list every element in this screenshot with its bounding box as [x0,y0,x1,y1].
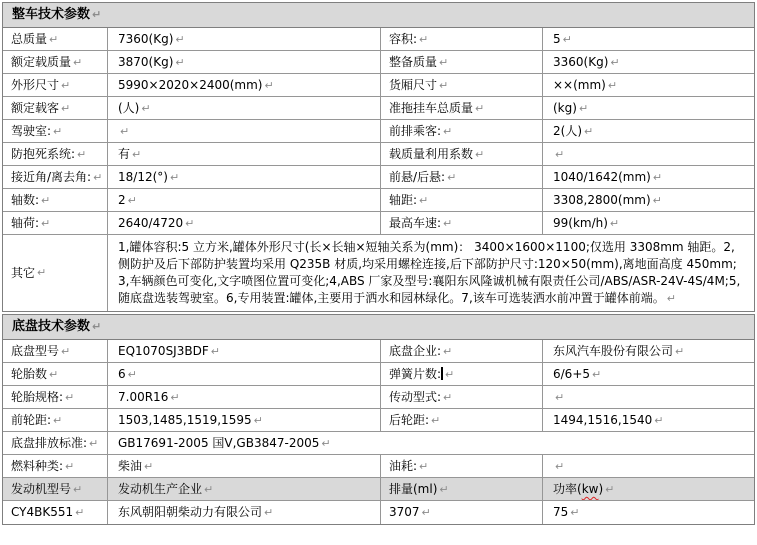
engine-value-row [3,501,754,524]
paragraph-mark: ↵ [445,368,455,381]
engine-maker-header-cell [108,478,381,501]
label-cell [381,386,543,409]
label-cell [3,28,108,51]
section-title-vehicle [3,3,754,28]
paragraph-mark: ↵ [37,266,47,279]
value-text: EQ1070SJ3BDF [118,344,209,358]
label-text: 接近角/离去角: [11,170,92,184]
label-text: 驾驶室: [11,124,52,138]
paragraph-mark: ↵ [652,194,662,207]
paragraph-mark: ↵ [447,171,457,184]
engine-model-header-cell [3,478,108,501]
emission-value-cell [108,432,754,455]
label-text: 底盘企业: [389,344,442,358]
label-cell [3,235,108,311]
label-cell [3,51,108,74]
spec-row [3,143,754,166]
label-cell [3,74,108,97]
value-cell [108,51,381,74]
fuel-row [3,455,754,478]
paragraph-mark: ↵ [253,414,263,427]
paragraph-mark: ↵ [61,79,71,92]
value-text: 2(人) [553,124,582,138]
value-text: 18/12(°) [118,170,168,184]
paragraph-mark: ↵ [610,56,620,69]
value-cell [543,340,754,363]
value-text: 5 [553,32,561,46]
label-cell [381,212,543,235]
value-text: ××(mm) [553,78,606,92]
spec-row [3,97,754,120]
paragraph-mark: ↵ [204,483,214,496]
value-text: (人) [118,101,140,115]
label-text: 底盘型号 [11,344,60,358]
label-cell [381,120,543,143]
label-text: 准拖挂车总质量 [389,101,474,115]
paragraph-mark: ↵ [555,460,565,473]
value-cell [543,143,754,166]
header-text: 发动机型号 [11,482,72,496]
emission-row [3,432,754,455]
value-cell [543,120,754,143]
paragraph-mark: ↵ [605,483,615,496]
value-text: 5990×2020×2400(mm) [118,78,263,92]
text-cursor [441,367,443,380]
paragraph-mark: ↵ [555,391,565,404]
label-text: 载质量利用系数 [389,147,474,161]
label-text: 轴数: [11,193,40,207]
value-cell [543,363,754,386]
value-text: 6 [118,367,126,381]
spellcheck-word: kw [581,482,599,496]
label-text: 轮胎规格: [11,390,64,404]
paragraph-mark: ↵ [654,414,664,427]
paragraph-mark: ↵ [41,194,51,207]
header-text: 发动机生产企业 [118,482,203,496]
paragraph-mark: ↵ [475,102,485,115]
paragraph-mark: ↵ [73,483,83,496]
paragraph-mark: ↵ [127,194,137,207]
header-text: 排量(ml) [389,482,438,496]
label-cell [3,97,108,120]
paragraph-mark: ↵ [120,125,130,138]
value-cell [108,189,381,212]
paragraph-mark: ↵ [592,368,602,381]
power-header-cell [543,478,754,501]
other-notes-cell [108,235,754,311]
paragraph-mark: ↵ [49,368,59,381]
value-text: 7360(Kg) [118,32,174,46]
paragraph-mark: ↵ [439,483,449,496]
label-text: 前悬/后悬: [389,170,446,184]
value-cell [543,212,754,235]
label-text: 整备质量 [389,55,438,69]
label-cell [3,212,108,235]
label-cell [381,166,543,189]
value-cell [543,97,754,120]
paragraph-mark: ↵ [175,56,185,69]
value-text: 3870(Kg) [118,55,174,69]
value-cell [543,51,754,74]
label-cell [381,143,543,166]
value-text: (kg) [553,101,577,115]
paragraph-mark: ↵ [443,217,453,230]
label-text: 油耗: [389,459,418,473]
value-text: 东风朝阳朝柴动力有限公司 [118,505,263,519]
value-text: GB17691-2005 国V,GB3847-2005 [118,436,320,450]
label-text: 燃料种类: [11,459,64,473]
label-text: 轴距: [389,193,418,207]
label-cell [3,432,108,455]
label-text: 底盘排放标准: [11,436,88,450]
paragraph-mark: ↵ [53,414,63,427]
label-cell [3,340,108,363]
paragraph-mark: ↵ [264,79,274,92]
value-cell [543,28,754,51]
paragraph-mark: ↵ [65,460,75,473]
value-cell [108,455,381,478]
paragraph-mark: ↵ [431,414,441,427]
value-cell [543,386,754,409]
value-text: 6/6+5 [553,367,591,381]
paragraph-mark: ↵ [443,345,453,358]
paragraph-mark: ↵ [419,33,429,46]
other-row [3,235,754,311]
label-text: 容积: [389,32,418,46]
value-cell [108,386,381,409]
value-text: 柴油 [118,459,143,473]
value-text: 75 [553,505,569,519]
label-cell [381,340,543,363]
label-cell [3,455,108,478]
paragraph-mark: ↵ [555,148,565,161]
spec-row [3,74,754,97]
paragraph-mark: ↵ [439,79,449,92]
label-cell [381,455,543,478]
paragraph-mark: ↵ [419,194,429,207]
label-cell [381,97,543,120]
value-text: 3360(Kg) [553,55,609,69]
value-cell [108,120,381,143]
label-cell [3,363,108,386]
paragraph-mark: ↵ [570,506,580,519]
paragraph-mark: ↵ [264,506,274,519]
paragraph-mark: ↵ [141,102,151,115]
paragraph-mark: ↵ [75,506,85,519]
paragraph-mark: ↵ [169,171,180,184]
value-text: 有 [118,147,131,161]
label-text: 轴荷: [11,216,40,230]
header-text: ) [598,482,604,496]
paragraph-mark: ↵ [421,506,431,519]
paragraph-mark: ↵ [132,148,142,161]
paragraph-mark: ↵ [578,102,589,115]
value-text: 东风汽车股份有限公司 [553,344,674,358]
other-notes-text: 1,罐体容积:5 立方米,罐体外形尺寸(长×长轴×短轴关系为(mm)： 3400×1600×1100;仅选用 3308mm 轴距。2,侧防护及后下部防护装置均采用 Q235B 材质,均采用螺栓连接,后下部防护尺寸:120×50(mm),离地面高度 450mm;3,车辆颜色可变化,文字喷图位置可变化;4,ABS 厂家及型号:襄阳东风隆诚机械有限责任公司/ABS/ASR-24V-4S/4M;5,随底盘选装驾驶室。6,专用装置:罐体,主要用于洒水和园林绿化。7,该车可选装洒水前冲置于罐体前端。 [118,240,741,305]
value-text: 3308,2800(mm) [553,193,651,207]
paragraph-mark: ↵ [185,217,195,230]
value-text: 1503,1485,1519,1595 [118,413,252,427]
value-text: 2 [118,193,126,207]
label-cell [381,189,543,212]
paragraph-mark: ↵ [439,56,449,69]
label-cell [3,120,108,143]
engine-model-cell [3,501,108,524]
label-text: 前轮距: [11,413,52,427]
spec-row [3,386,754,409]
paragraph-mark: ↵ [92,320,102,333]
displacement-cell [381,501,543,524]
spec-row [3,120,754,143]
label-cell [3,143,108,166]
value-cell [108,97,381,120]
engine-header-row [3,478,754,501]
label-text: 额定载客 [11,101,60,115]
value-cell [108,143,381,166]
paragraph-mark: ↵ [675,345,685,358]
spec-row [3,363,754,386]
value-cell [108,340,381,363]
power-cell [543,501,754,524]
label-cell [3,189,108,212]
label-text: 外形尺寸 [11,78,60,92]
value-cell [108,166,381,189]
paragraph-mark: ↵ [127,368,137,381]
label-cell [3,386,108,409]
value-text: CY4BK551 [11,505,74,519]
label-text: 最高车速: [389,216,442,230]
value-cell [108,74,381,97]
label-cell [381,74,543,97]
label-text: 弹簧片数: [389,367,442,381]
paragraph-mark: ↵ [210,345,220,358]
spring-count-cell[interactable] [381,363,543,386]
paragraph-mark: ↵ [443,125,453,138]
value-text: 1040/1642(mm) [553,170,651,184]
paragraph-mark: ↵ [475,148,485,161]
value-text: 3707 [389,505,420,519]
paragraph-mark: ↵ [49,33,59,46]
value-cell [108,409,381,432]
spec-row [3,28,754,51]
paragraph-mark: ↵ [53,125,63,138]
label-text: 轮胎数 [11,367,48,381]
value-text: 99(km/h) [553,216,608,230]
paragraph-mark: ↵ [144,460,154,473]
value-cell [108,212,381,235]
label-text: 额定载质量 [11,55,72,69]
spec-row [3,189,754,212]
paragraph-mark: ↵ [73,56,83,69]
value-cell [543,455,754,478]
paragraph-mark: ↵ [92,8,102,21]
spec-row [3,340,754,363]
paragraph-mark: ↵ [89,437,99,450]
header-text: 功率( [553,482,582,496]
label-cell [381,409,543,432]
displacement-header-cell [381,478,543,501]
label-text: 前排乘客: [389,124,442,138]
paragraph-mark: ↵ [175,33,185,46]
value-text: 2640/4720 [118,216,184,230]
paragraph-mark: ↵ [609,217,620,230]
section-title-text: 整车技术参数 [12,7,91,22]
paragraph-mark: ↵ [652,171,663,184]
paragraph-mark: ↵ [419,460,429,473]
value-text: 1494,1516,1540 [553,413,653,427]
value-cell [543,166,754,189]
value-cell [543,409,754,432]
paragraph-mark: ↵ [65,391,75,404]
label-text: 货厢尺寸 [389,78,438,92]
spec-row [3,166,754,189]
label-text: 总质量 [11,32,48,46]
label-text: 其它 [11,266,36,280]
value-cell [108,363,381,386]
value-cell [543,189,754,212]
vehicle-spec-table [2,2,755,312]
paragraph-mark: ↵ [61,102,71,115]
paragraph-mark: ↵ [443,391,453,404]
paragraph-mark: ↵ [170,391,180,404]
paragraph-mark: ↵ [77,148,87,161]
spec-row [3,212,754,235]
paragraph-mark: ↵ [562,33,572,46]
spec-row [3,409,754,432]
paragraph-mark: ↵ [41,217,51,230]
label-cell [3,409,108,432]
paragraph-mark: ↵ [61,345,71,358]
section-title-text: 底盘技术参数 [12,319,91,334]
paragraph-mark: ↵ [666,292,676,305]
paragraph-mark: ↵ [321,437,331,450]
label-text: 防抱死系统: [11,147,76,161]
label-cell [3,166,108,189]
label-cell [381,51,543,74]
spec-row [3,51,754,74]
paragraph-mark: ↵ [93,171,103,184]
label-text: 传动型式: [389,390,442,404]
paragraph-mark: ↵ [607,79,618,92]
label-text: 后轮距: [389,413,430,427]
section-title-chassis [3,315,754,340]
value-text: 7.00R16 [118,390,169,404]
paragraph-mark: ↵ [584,125,594,138]
chassis-spec-table [2,314,755,525]
engine-maker-cell [108,501,381,524]
label-cell [381,28,543,51]
value-cell [108,28,381,51]
value-cell [543,74,754,97]
